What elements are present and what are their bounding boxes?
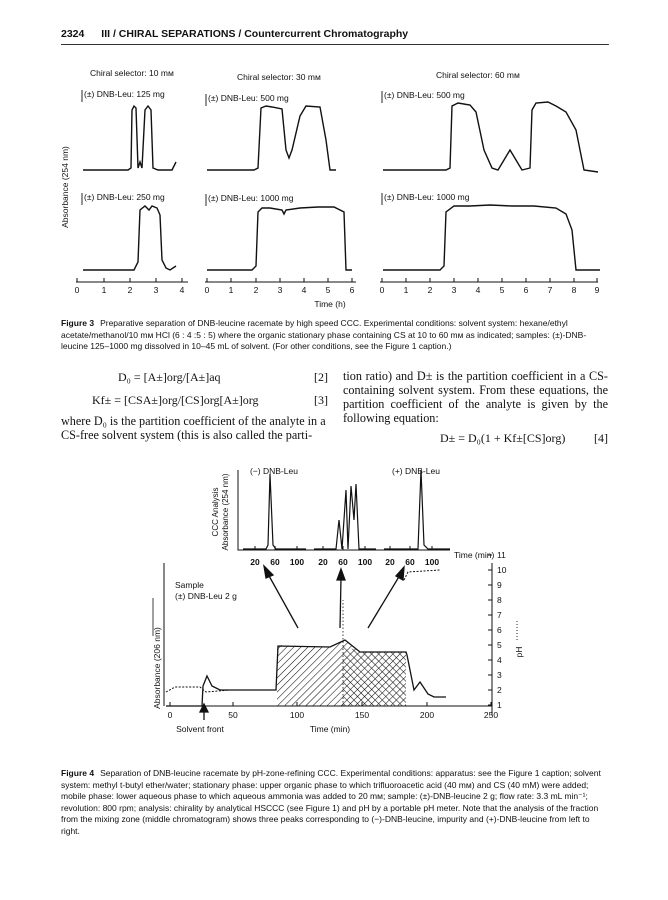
ph-tick-8: 8 bbox=[497, 595, 502, 605]
inset-tick-6: 100 bbox=[357, 557, 373, 567]
equation-3: Kf± = [CSA±]org/[CS]org[A±]org bbox=[92, 393, 259, 407]
tick-label-p3-9: 9 bbox=[594, 285, 600, 295]
trace-p2-top bbox=[207, 106, 336, 170]
ph-tick-3: 3 bbox=[497, 670, 502, 680]
equation-4-number: [4] bbox=[594, 431, 608, 445]
equation-4: D± = D₀(1 + Kf±[CS]org) bbox=[440, 431, 566, 445]
tick-label-p2-5: 5 bbox=[325, 285, 331, 295]
figure-4-caption bbox=[61, 768, 609, 837]
tick-label-p1-1: 1 bbox=[101, 285, 107, 295]
selector-label-3: Chiral selector: 60 mм bbox=[436, 70, 520, 80]
figure-3-caption-label: Figure 3 bbox=[61, 318, 95, 328]
equation-3-number: [3] bbox=[314, 393, 328, 407]
hatched-zone-right bbox=[343, 645, 406, 706]
inset-trace-2 bbox=[314, 484, 376, 549]
sample-label: Sample bbox=[175, 580, 204, 590]
tick-label-p3-8: 8 bbox=[571, 285, 577, 295]
solvent-front-label: Solvent front bbox=[176, 724, 224, 734]
x-tick-150: 150 bbox=[354, 710, 370, 720]
inset-tick-3: 100 bbox=[289, 557, 305, 567]
selector-label-2: Chiral selector: 30 mм bbox=[237, 72, 321, 82]
page-number: 2324 bbox=[61, 28, 85, 40]
inset-tick-8: 60 bbox=[405, 557, 415, 567]
figure-3-caption-text: Preparative separation of DNB-leucine racemate by high speed CCC. Experimental conditions: solvent system: hexane/ethyl acetate/methanol/10 mм HCl (6 : 4 :5 : 5) where the organic stationary phase containing CS at 10 to 60 mм as indicated; samples: (±)-DNB-leucine 125–1000 mg dissolved in 10–45 mL of solvent. (For other conditions, see the Figure 1 caption.) bbox=[61, 318, 587, 351]
tick-label-p2-0: 0 bbox=[204, 285, 210, 295]
tick-label-p3-1: 1 bbox=[403, 285, 409, 295]
x-tick-50: 50 bbox=[228, 710, 238, 720]
tick-label-p3-5: 5 bbox=[499, 285, 505, 295]
main-y-label: Absorbance (206 nm) bbox=[152, 627, 162, 709]
load-label-top-3: (±) DNB-Leu: 500 mg bbox=[384, 90, 465, 100]
solvent-front-arrow-head bbox=[200, 704, 208, 712]
ph-tick-4: 4 bbox=[497, 655, 502, 665]
figure-4-caption-text: Separation of DNB-leucine racemate by pH-zone-refining CCC. Experimental conditions: apparatus: see the Figure 1 caption; solvent system: methyl t-butyl ether/water; stationary phase: upper organic phase to which trifluoroacetic acid (40 mм) and CS (40 mM) were added; mobile phase: lower aqueous phase to which aqueous ammonia was added to 20 mм; sample: (±)-DNB-leucine 2 g; flow rate: 3.3 mL min⁻¹; revolution: 800 rpm; analysis: chirality by analytical HSCCC (see Figure 1) and pH by a portable pH meter. Note that the analysis of the fraction from the mixing zone (middle chromatogram) shows three peaks corresponding to (−)-DNB-leucine, impurity and (+)-DNB-leucine from left to right. bbox=[61, 768, 601, 836]
tick-label-p3-0: 0 bbox=[379, 285, 385, 295]
inset-y-label-2: Absorbance (254 nm) bbox=[221, 473, 230, 551]
ph-tick-11: 11 bbox=[497, 550, 506, 560]
ph-tick-2: 2 bbox=[497, 685, 502, 695]
trace-p2-bottom bbox=[207, 207, 352, 270]
tick-label-p3-7: 7 bbox=[547, 285, 553, 295]
ph-trace-high bbox=[404, 570, 440, 580]
ph-tick-1: 1 bbox=[497, 700, 502, 710]
inset-tick-9: 100 bbox=[424, 557, 440, 567]
minus-dnb-label: (−) DNB-Leu bbox=[250, 466, 298, 476]
tick-label-p3-4: 4 bbox=[475, 285, 481, 295]
body-text-left: where D₀ is the partition coefficient of the analyte in a CS-free solvent system (this is also called the parti- bbox=[61, 414, 326, 442]
inset-tick-7: 20 bbox=[385, 557, 395, 567]
arrow-left bbox=[268, 574, 298, 628]
tick-label-p2-6: 6 bbox=[349, 285, 355, 295]
equation-2: D₀ = [A±]org/[A±]aq bbox=[118, 370, 221, 384]
running-title: III / CHIRAL SEPARATIONS / Countercurrent Chromatography bbox=[101, 28, 409, 40]
ph-tick-5: 5 bbox=[497, 640, 502, 650]
arrow-right bbox=[368, 575, 400, 628]
tick-label-p3-3: 3 bbox=[451, 285, 457, 295]
trace-p1-bottom bbox=[83, 206, 176, 270]
inset-tick-4: 20 bbox=[318, 557, 328, 567]
inset-tick-2: 60 bbox=[270, 557, 280, 567]
tick-label-p2-1: 1 bbox=[228, 285, 234, 295]
arrow-right-head bbox=[396, 567, 404, 580]
inset-tick-1: 20 bbox=[250, 557, 260, 567]
fig3-x-label: Time (h) bbox=[314, 299, 346, 309]
figure-3-caption bbox=[61, 318, 609, 353]
trace-p1-top bbox=[83, 106, 176, 170]
load-label-bottom-1: (±) DNB-Leu: 250 mg bbox=[84, 192, 165, 202]
tick-label-p2-2: 2 bbox=[253, 285, 259, 295]
trace-p3-bottom bbox=[383, 205, 600, 270]
selector-label-1: Chiral selector: 10 mм bbox=[90, 68, 174, 78]
load-label-bottom-2: (±) DNB-Leu: 1000 mg bbox=[208, 193, 294, 203]
x-tick-100: 100 bbox=[289, 710, 305, 720]
equation-2-number: [2] bbox=[314, 370, 328, 384]
tick-label-p2-4: 4 bbox=[301, 285, 307, 295]
tick-label-p1-4: 4 bbox=[179, 285, 185, 295]
x-tick-200: 200 bbox=[419, 710, 435, 720]
ph-tick-7: 7 bbox=[497, 610, 502, 620]
inset-x-label: Time (min) bbox=[454, 550, 495, 560]
inset-y-label-1: CCC Analysis bbox=[211, 487, 220, 537]
fig3-y-label: Absorbance (254 nm) bbox=[60, 146, 70, 228]
x-tick-0: 0 bbox=[167, 710, 173, 720]
plus-dnb-label: (+) DNB-Leu bbox=[392, 466, 440, 476]
tick-label-p2-3: 3 bbox=[277, 285, 283, 295]
load-label-top-1: (±) DNB-Leu: 125 mg bbox=[84, 89, 165, 99]
arrow-middle bbox=[340, 578, 341, 628]
inset-trace-1 bbox=[243, 474, 306, 549]
body-text-right: tion ratio) and D± is the partition coefficient in a CS-containing solvent system. From these equations, the partition coefficient of the analyte is given by the following equation: bbox=[343, 369, 608, 425]
ph-tick-6: 6 bbox=[497, 625, 502, 635]
fig4-x-label: Time (min) bbox=[309, 724, 351, 734]
trace-p3-top bbox=[383, 102, 598, 172]
inset-tick-5: 60 bbox=[338, 557, 348, 567]
load-label-bottom-3: (±) DNB-Leu: 1000 mg bbox=[384, 192, 470, 202]
figure-4-caption-label: Figure 4 bbox=[61, 768, 95, 778]
tick-label-p3-2: 2 bbox=[427, 285, 433, 295]
arrow-left-head bbox=[264, 566, 273, 578]
tick-label-p1-3: 3 bbox=[153, 285, 159, 295]
arrow-middle-head bbox=[337, 569, 345, 580]
tick-label-p1-2: 2 bbox=[127, 285, 133, 295]
x-tick-250: 250 bbox=[483, 710, 499, 720]
tick-label-p1-0: 0 bbox=[74, 285, 80, 295]
load-label-top-2: (±) DNB-Leu: 500 mg bbox=[208, 93, 289, 103]
ph-tick-10: 10 bbox=[497, 565, 507, 575]
inset-trace-3 bbox=[384, 470, 450, 549]
ph-label: pH bbox=[514, 646, 524, 658]
ph-tick-9: 9 bbox=[497, 580, 502, 590]
tick-label-p3-6: 6 bbox=[523, 285, 529, 295]
sample-amount: (±) DNB-Leu 2 g bbox=[175, 591, 237, 601]
